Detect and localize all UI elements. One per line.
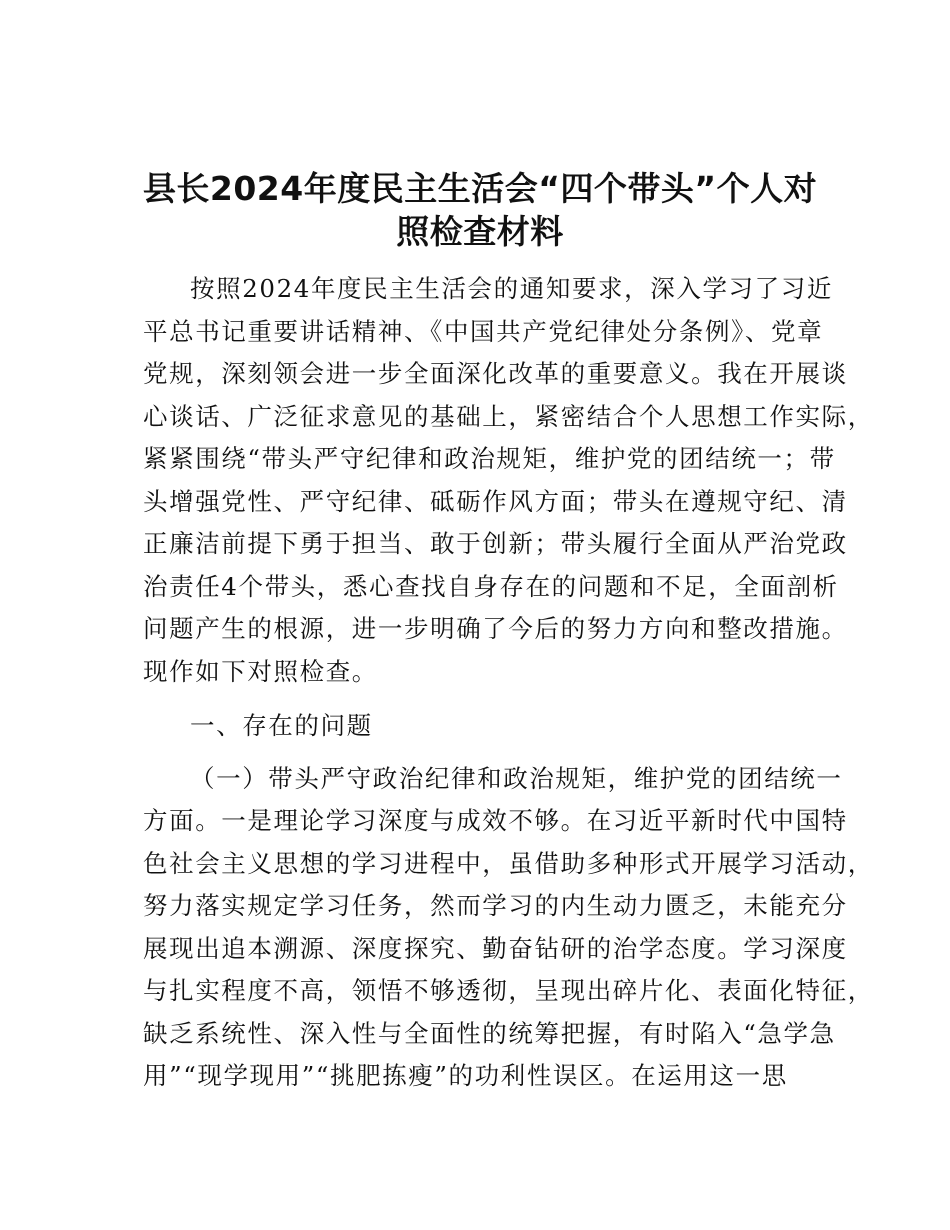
paragraph-line: 治责任4个带头，悉心查找自身存在的问题和不足，全面剖析 (143, 571, 839, 601)
paragraph-line: 努力落实规定学习任务，然而学习的内生动力匮乏，未能充分 (143, 891, 848, 920)
document-title (140, 166, 820, 251)
paragraph-line: 展现出追本溯源、深度探究、勤奋钻研的治学态度。学习深度 (143, 933, 848, 963)
intro-paragraph (143, 268, 874, 693)
paragraph-line: 与扎实程度不高，领悟不够透彻，呈现出碎片化、表面化特征， (143, 976, 874, 1005)
paragraph-line: 头增强党性、严守纪律、砥砺作风方面；带头在遵规守纪、清 (143, 486, 848, 516)
paragraph-line: 平总书记重要讲话精神、《中国共产党纪律处分条例》、党章 (143, 316, 824, 346)
title-line: 照检查材料 (396, 211, 564, 251)
paragraph-line: 按照2024年度民主生活会的通知要求，深入学习了习近 (190, 274, 833, 303)
paragraph-line: 色社会主义思想的学习进程中，虽借助多种形式开展学习活动， (143, 848, 874, 878)
paragraph-line: 心谈话、广泛征求意见的基础上，紧密结合个人思想工作实际， (143, 401, 874, 431)
paragraph-line: 缺乏系统性、深入性与全面性的统筹把握，有时陷入“急学急 (143, 1018, 836, 1048)
title-line: 县长2024年度民主生活会“四个带头”个人对 (142, 169, 818, 208)
document-body (143, 268, 874, 1098)
section-heading: 一、存在的问题 (190, 711, 373, 740)
paragraph-line: 问题产生的根源，进一步明确了今后的努力方向和整改措施。 (143, 614, 848, 643)
paragraph-line: 紧紧围绕“带头严守纪律和政治规矩，维护党的团结统一；带 (143, 444, 836, 473)
paragraph-line: 正廉洁前提下勇于担当、敢于创新；带头履行全面从严治党政 (143, 529, 848, 558)
paragraph-line: 用”“现学现用”“挑肥拣瘦”的功利性误区。在运用这一思 (143, 1061, 788, 1090)
paragraph-line: 现作如下对照检查。 (143, 656, 378, 686)
paragraph-line: 方面。一是理论学习深度与成效不够。在习近平新时代中国特 (143, 806, 848, 835)
paragraph-line: （一）带头严守政治纪律和政治规矩，维护党的团结统一 (190, 763, 843, 793)
paragraph-line: 党规，深刻领会进一步全面深化改革的重要意义。我在开展谈 (143, 359, 848, 388)
problems-paragraph (143, 758, 874, 1098)
